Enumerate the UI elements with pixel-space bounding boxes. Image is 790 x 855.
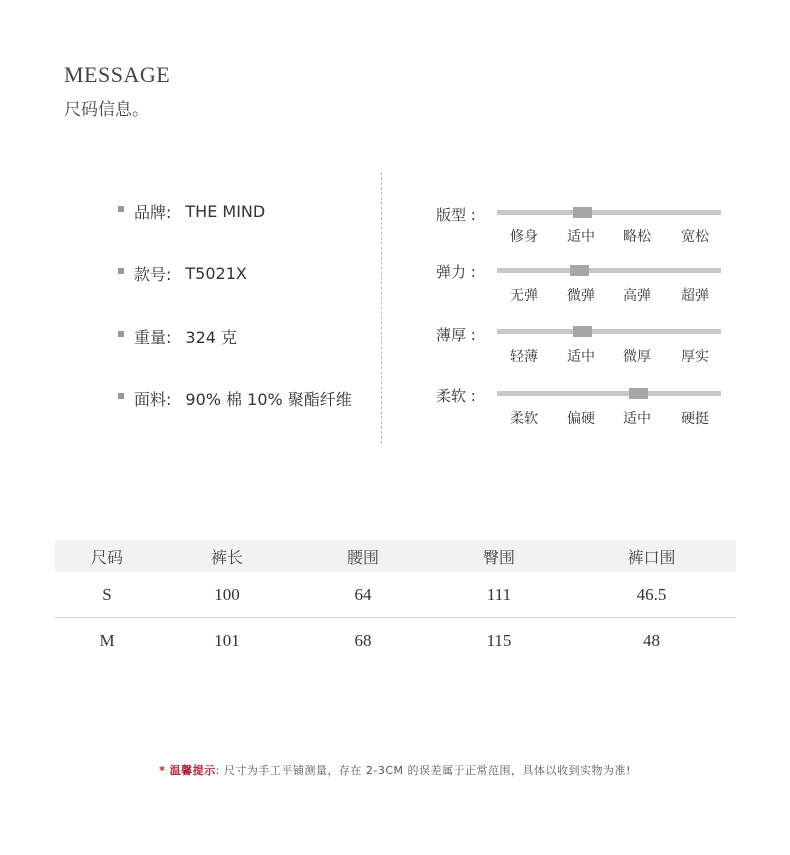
info-label: 款号: [134,265,172,284]
info-label: 重量: [134,328,172,347]
info-row-fabric [118,387,352,410]
table-cell: 100 [214,584,240,604]
header-cell-hip: 臀围 [482,547,515,567]
note-text: : 尺寸为手工平铺测量，存在 2-3CM 的误差属于正常范围，具体以收到实物为准! [215,764,631,777]
table-cell: 111 [486,584,512,604]
info-label: 品牌: [134,203,172,222]
info-row-style-number [118,262,247,285]
scale-option: 高弹 [623,288,651,304]
bullet-icon [118,206,124,212]
scale-option: 适中 [567,349,595,365]
scale-marker-thickness [573,326,592,337]
scale-label-softness: 柔软 : [436,387,476,405]
scale-option: 略松 [623,229,651,245]
scale-marker-elasticity [570,265,589,276]
table-row [55,572,736,618]
scale-option: 柔软 [510,411,538,427]
page-title-en: MESSAGE [64,62,171,87]
header-cell-leg-opening: 裤口围 [627,547,676,567]
table-row [55,618,736,663]
info-value: T5021X [185,264,247,283]
scale-marker-softness [629,388,648,399]
scale-track-elasticity [497,268,721,273]
scale-option: 宽松 [681,229,709,245]
scale-option: 微厚 [623,349,651,365]
measurement-note [0,762,790,778]
info-value: 324 克 [185,328,238,347]
scale-track-thickness [497,329,721,334]
info-row-brand [118,200,265,223]
header-cell-waist: 腰围 [346,547,379,567]
table-cell: 64 [354,584,372,604]
scale-label-thickness: 薄厚 : [436,326,476,344]
table-cell: 46.5 [636,584,667,604]
info-value: THE MIND [185,202,266,221]
bullet-icon [118,393,124,399]
vertical-divider [381,172,382,444]
scale-label-fit: 版型 : [436,206,476,224]
bullet-icon [118,268,124,274]
scale-option: 超弹 [681,288,709,304]
scale-label-elasticity: 弹力 : [436,263,476,281]
bullet-icon [118,331,124,337]
info-value: 90% 棉 10% 聚酯纤维 [185,390,352,409]
table-cell: 101 [214,630,240,650]
scale-option: 厚实 [681,349,709,365]
scale-option: 修身 [510,229,538,245]
table-cell: M [99,630,115,650]
info-row-weight [118,325,237,348]
scale-option: 轻薄 [510,349,538,365]
scale-option: 硬挺 [681,411,709,427]
scale-option: 适中 [567,229,595,245]
page-title-cn: 尺码信息。 [64,100,149,120]
scale-track-fit [497,210,721,215]
size-table [55,540,736,663]
table-cell: 115 [486,630,512,650]
header-cell-length: 裤长 [210,547,243,567]
info-label: 面料: [134,390,172,409]
table-cell: 68 [354,630,372,650]
scale-option: 适中 [623,411,651,427]
table-cell: S [102,584,112,604]
table-header [55,540,736,572]
scale-option: 微弹 [567,288,595,304]
scale-marker-fit [573,207,592,218]
header-cell-size: 尺码 [90,547,123,567]
scale-option: 无弹 [510,288,538,304]
table-cell: 48 [643,630,660,650]
note-highlight: * 温馨提示 [159,764,216,777]
scale-option: 偏硬 [567,411,595,427]
scale-track-softness [497,391,721,396]
